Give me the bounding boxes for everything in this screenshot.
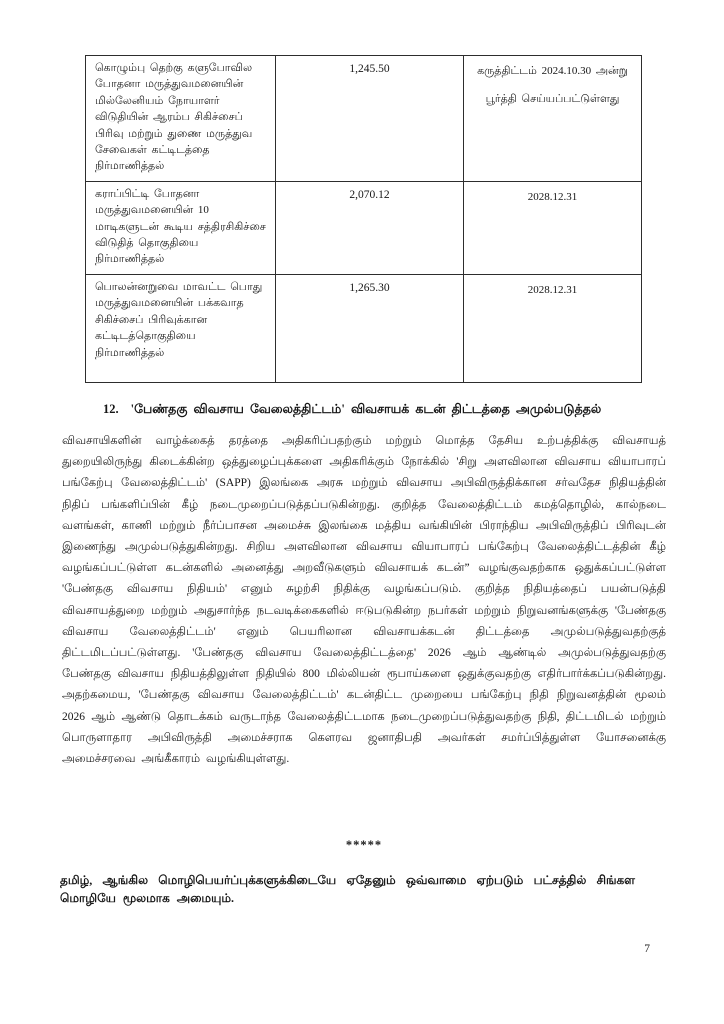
section-title: 'பேண்தகு விவசாய வேலைத்திட்டம்' விவசாயக் கடன் திட்டத்தை அமுல்படுத்தல்: [130, 402, 602, 416]
projects-table: [85, 55, 642, 383]
table-row: [86, 56, 642, 182]
page-number: 7: [644, 943, 650, 955]
amount-cell: 1,245.50: [276, 56, 464, 182]
completion-cell: 2028.12.31: [464, 181, 642, 274]
completion-cell: 2028.12.31: [464, 274, 642, 382]
section-heading: [103, 400, 673, 418]
table-row: [86, 181, 642, 274]
section-number: 12.: [103, 402, 119, 416]
project-name-cell: கொழும்பு தெற்கு களுபோவில போதனா மருத்துவமனையின் மில்லேனியம் நோயாளர் விடுதியின் ஆரம்ப சிகிச்சைப் பிரிவு மற்றும் துணை மருத்துவ சேவைகள் கட்டிடத்தை நிர்மாணித்தல்: [86, 56, 276, 182]
amount-cell: 1,265.30: [276, 274, 464, 382]
language-disclaimer-footnote: தமிழ், ஆங்கில மொழிபெயர்ப்புக்களுக்கிடையே ஏதேனும் ஒவ்வாமை ஏற்படும் பட்சத்தில் சிங்கள மொழியே மூலமாக அமையும்.: [60, 873, 635, 905]
table-row: [86, 274, 642, 382]
amount-cell: 2,070.12: [276, 181, 464, 274]
completion-cell: கருத்திட்டம் 2024.10.30 அன்று பூர்த்தி செய்யப்பட்டுள்ளது: [464, 56, 642, 182]
asterisk-separator: *****: [345, 838, 383, 852]
project-name-cell: கராப்பிட்டி போதனா மருத்துவமனையின் 10 மாடிகளுடன் கூடிய சத்திரசிகிச்சை விடுதித் தொகுதியை நிர்மாணித்தல்: [86, 181, 276, 274]
project-name-cell: பொலன்னறுவை மாவட்ட பொது மருத்துவமனையின் பக்கவாத சிகிச்சைப் பிரிவுக்கான கட்டிடத்தொகுதியை நிர்மாணித்தல்: [86, 274, 276, 382]
section-body-paragraph: விவசாயிகளின் வாழ்க்கைத் தரத்தை அதிகரிப்பதற்கும் மற்றும் மொத்த தேசிய உற்பத்திக்கு விவசாயத் துறையிலிருந்து கிடைக்கின்ற ஒத்துழைப்புக்களை அதிகரிக்கும் நோக்கில் 'சிறு அளவிலான விவசாய வியாபாரப் பங்கேற்பு வேலைத்திட்டம்' (SAPP) இலங்கை அரசு மற்றும் விவசாய அபிவிருத்திக்கான சர்வதேச நிதியத்தின் நிதிப் பங்களிப்பின் கீழ் நடைமுறைப்படுத்தப்படுகின்றது. குறித்த வேலைத்திட்டம் கமத்தொழில், கால்நடை வளங்கள், காணி மற்றும் நீர்ப்பாசன அமைச்சு இலங்கை மத்திய வங்கியின் பிராந்திய அபிவிருத்திப் பிரிவுடன் இணைந்து அமுல்படுத்துகின்றது. சிறிய அளவிலான விவசாய வியாபாரப் பங்கேற்பு வேலைத்திட்டத்தின் கீழ் வழங்கப்பட்டுள்ள கடன்களில் அனைத்து அறவீடுகளும் விவசாயக் கடன்” வழங்குவதற்காக ஒதுக்கப்பட்டுள்ள 'பேண்தகு விவசாய நிதியம்' எனும் சுழற்சி நிதிக்கு வழங்கப்படும். குறித்த நிதியத்தைப் பயன்படுத்தி விவசாயத்துறை மற்றும் அதுசார்ந்த நடவடிக்கைகளில் ஈடுபடுகின்ற நபர்கள் மற்றும் நிறுவனங்களுக்கு 'பேண்தகு விவசாய வேலைத்திட்டம்' எனும் பெயரிலான விவசாயக்கடன் திட்டத்தை அமுல்படுத்துவதற்குத் திட்டமிடப்பட்டுள்ளது. 'பேண்தகு விவசாய வேலைத்திட்டத்தை' 2026 ஆம் ஆண்டில் அமுல்படுத்துவதற்கு பேண்தகு விவசாய நிதியத்திலுள்ள நிதியில் 800 மில்லியன் ரூபாய்களை ஒதுக்குவதற்கு எதிர்பார்க்கப்படுகின்றது. அதற்கமைய, 'பேண்தகு விவசாய வேலைத்திட்டம்' கடன்திட்ட முறையை பங்கேற்பு நிதி நிறுவனத்தின் மூலம் 2026 ஆம் ஆண்டு தொடக்கம் வருடாந்த வேலைத்திட்டமாக நடைமுறைப்படுத்துவதற்கு நிதி, திட்டமிடல் மற்றும் பொருளாதார அபிவிருத்தி அமைச்சராக கௌரவ ஜனாதிபதி அவர்கள் சமர்ப்பித்துள்ள யோசனைக்கு அமைச்சரவை அங்கீகாரம் வழங்கியுள்ளது.: [62, 435, 666, 766]
